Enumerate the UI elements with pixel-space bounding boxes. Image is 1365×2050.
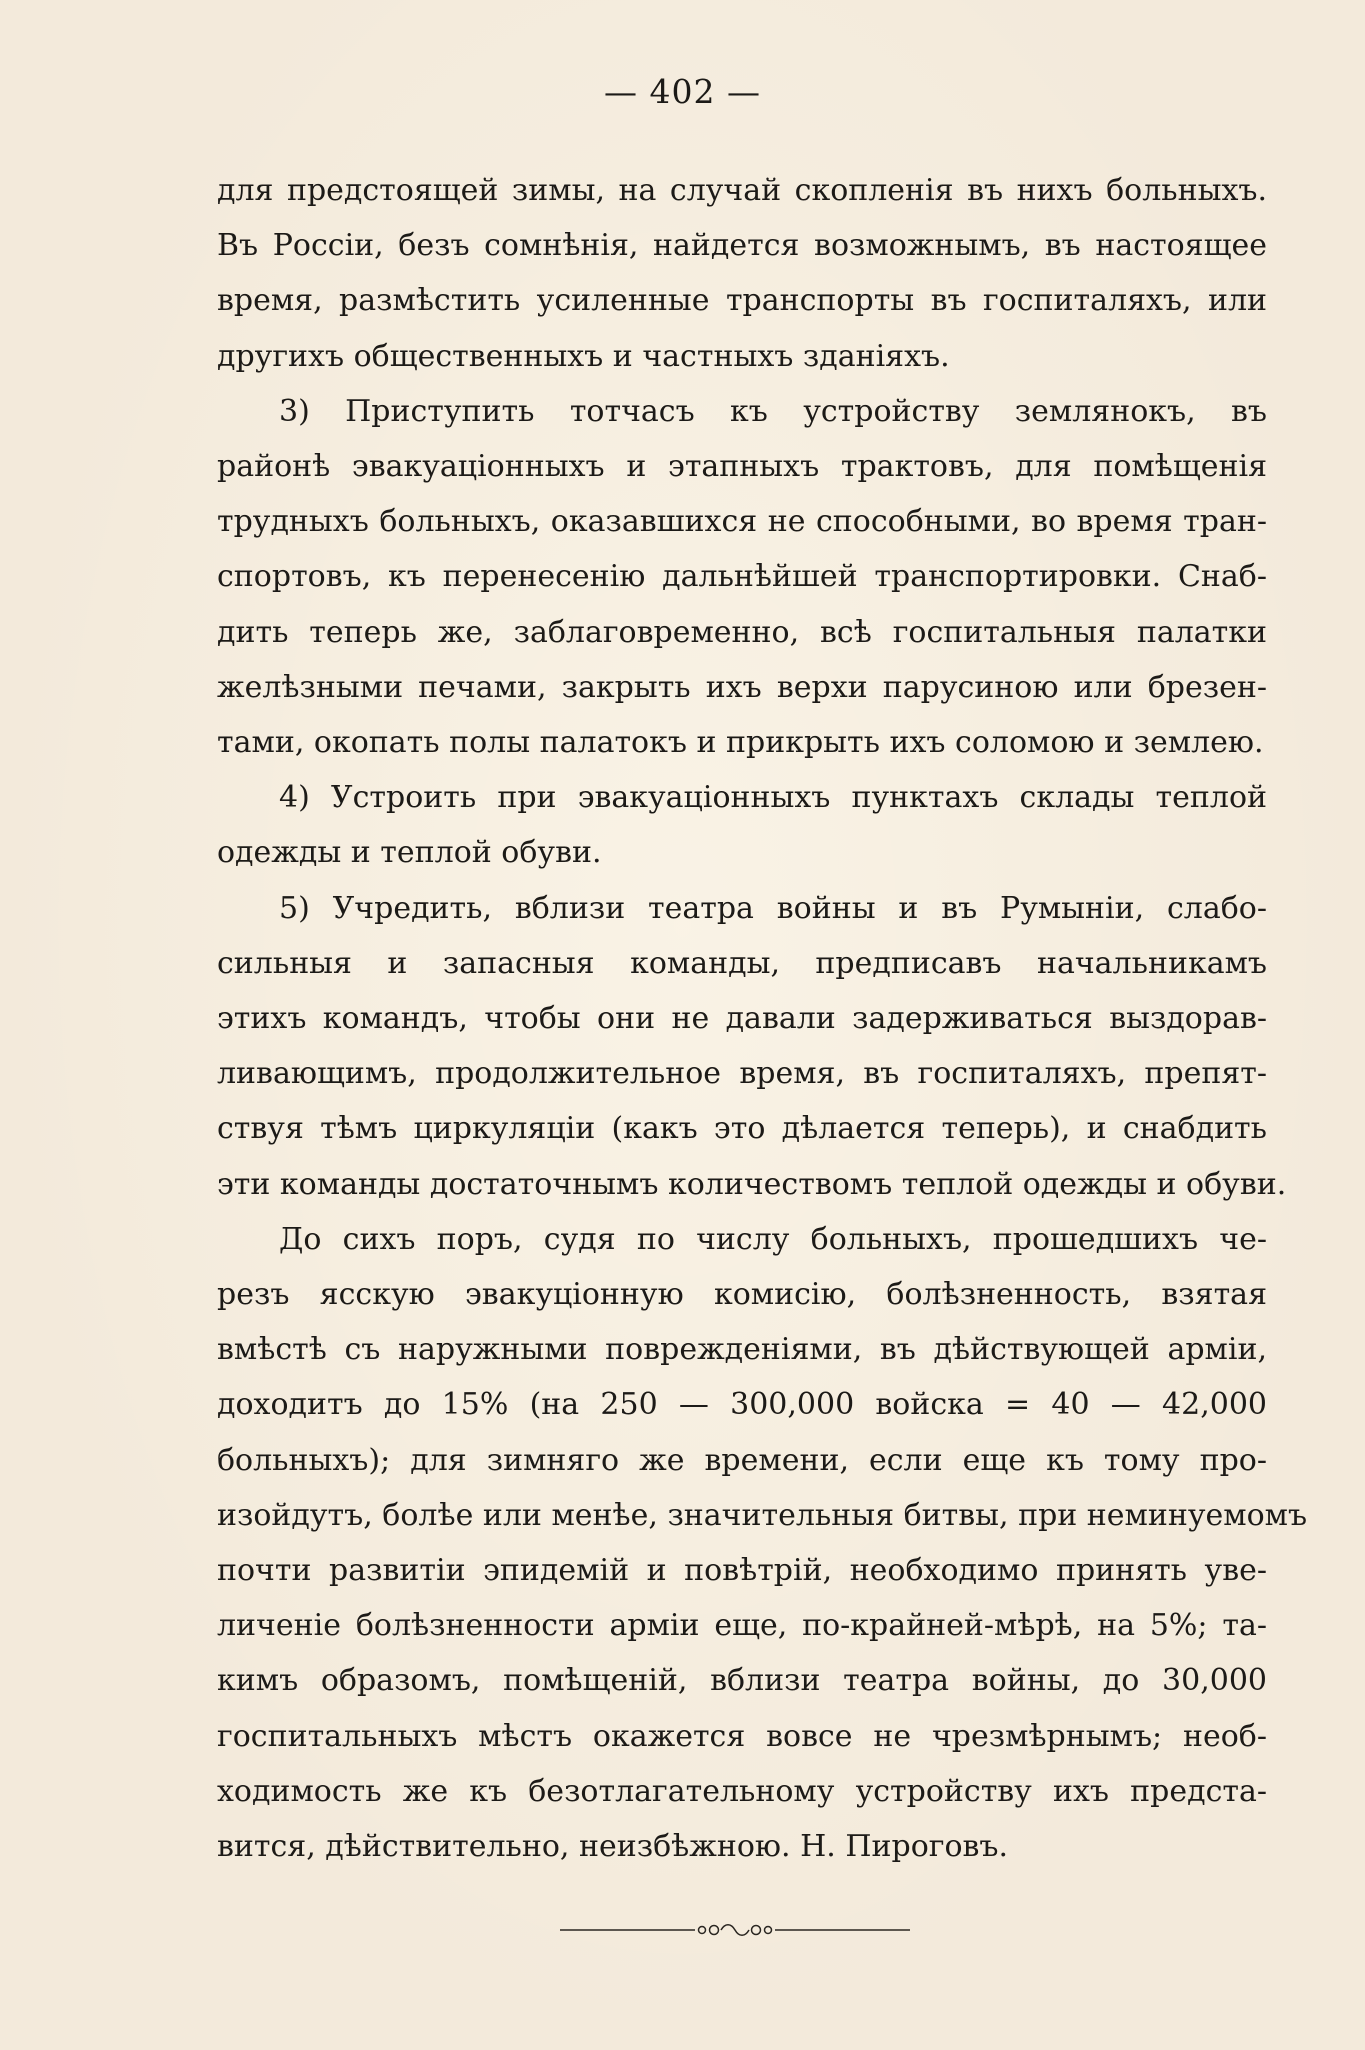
text-line: сильныя и запасныя команды, предписавъ начальникамъ — [217, 945, 1267, 981]
text-line: дить теперь же, заблаговременно, всѣ госпитальныя палатки — [217, 614, 1267, 650]
text-line: трудныхъ больныхъ, оказавшихся не способными, во время тран- — [217, 504, 1267, 540]
text-line: почти развитіи эпидемій и повѣтрій, необходимо принять уве- — [217, 1553, 1267, 1589]
text-line: эти команды достаточнымъ количествомъ теплой одежды и обуви. — [217, 1166, 1287, 1202]
text-line: ствуя тѣмъ циркуляціи (какъ это дѣлается теперь), и снабдить — [217, 1111, 1267, 1147]
page-number: — 402 — — [604, 72, 761, 111]
end-ornament-icon — [560, 1920, 910, 1940]
text-line: До сихъ поръ, судя по числу больныхъ, прошедшихъ че- — [279, 1221, 1267, 1257]
text-line: этихъ командъ, чтобы они не давали задерживаться выздорав- — [217, 1001, 1267, 1037]
paragraph-5 — [217, 1212, 1308, 1874]
text-line: время, размѣстить усиленные транспорты въ госпиталяхъ, или — [217, 283, 1267, 319]
text-line: резъ ясскую эвакуціонную комисію, болѣзненность, взятая — [217, 1277, 1267, 1313]
text-line: изойдутъ, болѣе или менѣе, значительныя битвы, при неминуемомъ — [217, 1497, 1308, 1533]
text-line: больныхъ); для зимняго же времени, если еще къ тому про- — [217, 1442, 1267, 1478]
text-line: вится, дѣйствительно, неизбѣжною. Н. Пироговъ. — [217, 1829, 1009, 1865]
text-line: 4) Устроить при эвакуаціонныхъ пунктахъ склады теплой — [279, 780, 1267, 816]
text-line: кимъ образомъ, помѣщеній, вблизи театра войны, до 30,000 — [217, 1663, 1267, 1699]
text-line: ходимость же къ безотлагательному устройству ихъ предста- — [217, 1773, 1267, 1809]
text-line: ливающимъ, продолжительное время, въ госпиталяхъ, препят- — [217, 1056, 1267, 1092]
paragraph-3 — [217, 770, 1267, 880]
paragraph-1 — [217, 163, 1267, 384]
text-line: вмѣстѣ съ наружными поврежденіями, въ дѣйствующей арміи, — [217, 1332, 1267, 1368]
text-line: желѣзными печами, закрыть ихъ верхи парусиною или брезен- — [217, 669, 1267, 705]
paragraph-4 — [217, 881, 1287, 1212]
text-line: для предстоящей зимы, на случай скопленія въ нихъ больныхъ. — [217, 173, 1267, 208]
text-line: другихъ общественныхъ и частныхъ зданіяхъ. — [217, 338, 950, 374]
text-line: тами, окопать полы палатокъ и прикрыть ихъ соломою и землею. — [217, 725, 1264, 761]
text-line: личеніе болѣзненности арміи еще, по-крайней-мѣрѣ, на 5%; та- — [217, 1608, 1267, 1644]
text-line: доходитъ до 15% (на 250 — 300,000 войска = 40 — 42,000 — [217, 1387, 1267, 1423]
text-line: госпитальныхъ мѣстъ окажется вовсе не чрезмѣрнымъ; необ- — [217, 1718, 1267, 1754]
text-line: 3) Приступить тотчасъ къ устройству землянокъ, въ — [279, 393, 1267, 429]
text-line: 5) Учредить, вблизи театра войны и въ Румыніи, слабо- — [279, 890, 1267, 926]
text-line: одежды и теплой обуви. — [217, 835, 602, 871]
body-text — [217, 163, 1308, 1874]
text-line: спортовъ, къ перенесенію дальнѣйшей транспортировки. Снаб- — [217, 559, 1267, 595]
paragraph-2 — [217, 384, 1267, 770]
text-line: районѣ эвакуаціонныхъ и этапныхъ трактовъ, для помѣщенія — [217, 449, 1267, 485]
text-line: Въ Россіи, безъ сомнѣнія, найдется возможнымъ, въ настоящее — [217, 228, 1267, 264]
